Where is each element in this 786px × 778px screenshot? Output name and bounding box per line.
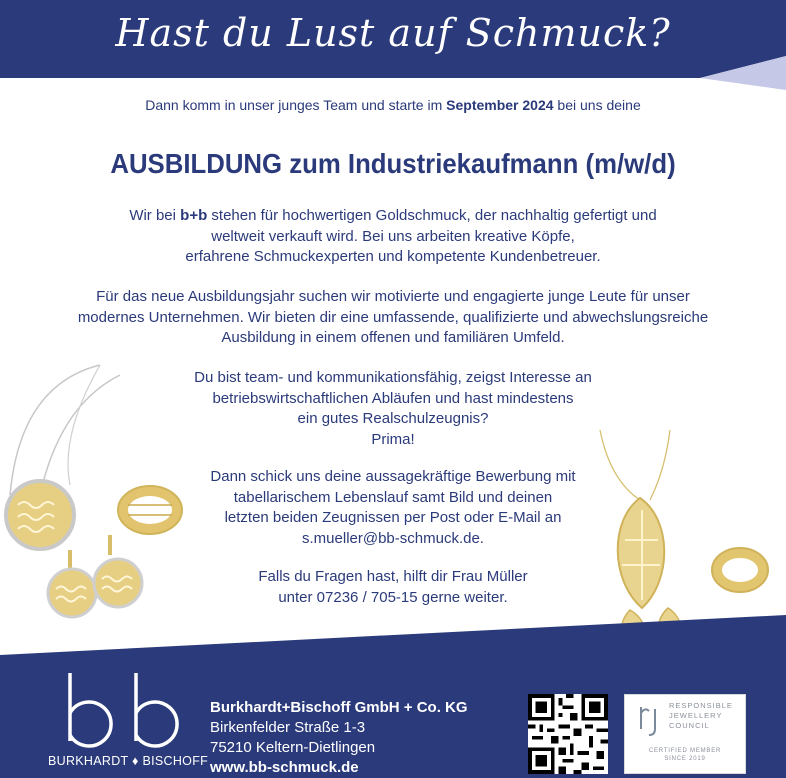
intro-date: September 2024 bbox=[446, 97, 554, 113]
paragraph-company bbox=[0, 206, 786, 268]
paragraph-line: ein gutes Realschulzeugnis? bbox=[297, 410, 489, 427]
headline: Hast du Lust auf Schmuck? bbox=[115, 11, 671, 55]
paragraph-line: tabellarischem Lebenslauf samt Bild und deinen bbox=[233, 488, 553, 506]
paragraph-line: Du bist team- und kommunikationsfähig, zeigst Interesse an bbox=[194, 369, 592, 386]
rjc-name: RESPONSIBLE JEWELLERY COUNCIL bbox=[669, 701, 733, 730]
paragraph-offer bbox=[0, 287, 786, 349]
company-street: Birkenfelder Straße 1-3 bbox=[210, 719, 366, 736]
gold-necklace-rings-earrings-icon bbox=[0, 345, 230, 645]
company-address bbox=[210, 698, 468, 778]
rjc-seal-icon bbox=[635, 703, 665, 737]
rjc-certified: CERTIFIED MEMBER bbox=[648, 748, 722, 754]
job-title: AUSBILDUNG zum Industriekaufmann (m/w/d) bbox=[110, 148, 676, 179]
paragraph-line: erfahrene Schmuckexperten und kompetente Kundenbetreuer. bbox=[185, 248, 601, 265]
brand-short: b+b bbox=[180, 207, 208, 224]
paragraph-line: Falls du Fragen hast, hilft dir Frau Müller bbox=[258, 568, 528, 585]
logo-text: BURKHARDT ♦ BISCHOFF bbox=[48, 754, 209, 768]
text-segment: Wir bei bbox=[129, 207, 181, 224]
paragraph-line: weltweit verkauft wird. Bei uns arbeiten kreative Köpfe, bbox=[211, 227, 575, 245]
paragraph-line: letzten beiden Zeugnissen per Post oder E-Mail an bbox=[224, 509, 562, 526]
contact-phone: unter 07236 / 705-15 gerne weiter. bbox=[278, 588, 508, 606]
paragraph-line: Dann schick uns deine aussagekräftige Bewerbung mit bbox=[210, 468, 576, 485]
intro-after: bei uns deine bbox=[553, 97, 641, 113]
contact-email[interactable]: s.mueller@bb-schmuck.de. bbox=[302, 529, 484, 547]
intro-before: Dann komm in unser junges Team und starte im bbox=[145, 97, 447, 113]
qr-code-icon[interactable] bbox=[528, 694, 608, 774]
paragraph-line: betriebswirtschaftlichen Abläufen und hast mindestens bbox=[212, 389, 574, 407]
rjc-certification bbox=[629, 747, 741, 763]
text-segment: stehen für hochwertigen Goldschmuck, der nachhaltig gefertigt und bbox=[207, 207, 657, 224]
intro-text bbox=[0, 97, 786, 113]
company-city: 75210 Keltern-Dietlingen bbox=[210, 739, 376, 756]
company-name: Burkhardt+Bischoff GmbH + Co. KG bbox=[210, 699, 468, 716]
company-website-link[interactable]: www.bb-schmuck.de bbox=[210, 759, 359, 776]
paragraph-line: Prima! bbox=[371, 430, 415, 448]
paragraph-line bbox=[0, 206, 786, 227]
rjc-since: SINCE 2019 bbox=[664, 756, 706, 762]
paragraph-line: modernes Unternehmen. Wir bieten dir eine umfassende, qualifizierte und abwechslungsreiche bbox=[77, 308, 709, 326]
paragraph-line: Ausbildung in einem offenen und familiären Umfeld. bbox=[221, 329, 565, 346]
paragraph-line: Für das neue Ausbildungsjahr suchen wir motivierte und engagierte junge Leute für unser bbox=[96, 288, 690, 305]
rjc-seal bbox=[624, 694, 746, 774]
